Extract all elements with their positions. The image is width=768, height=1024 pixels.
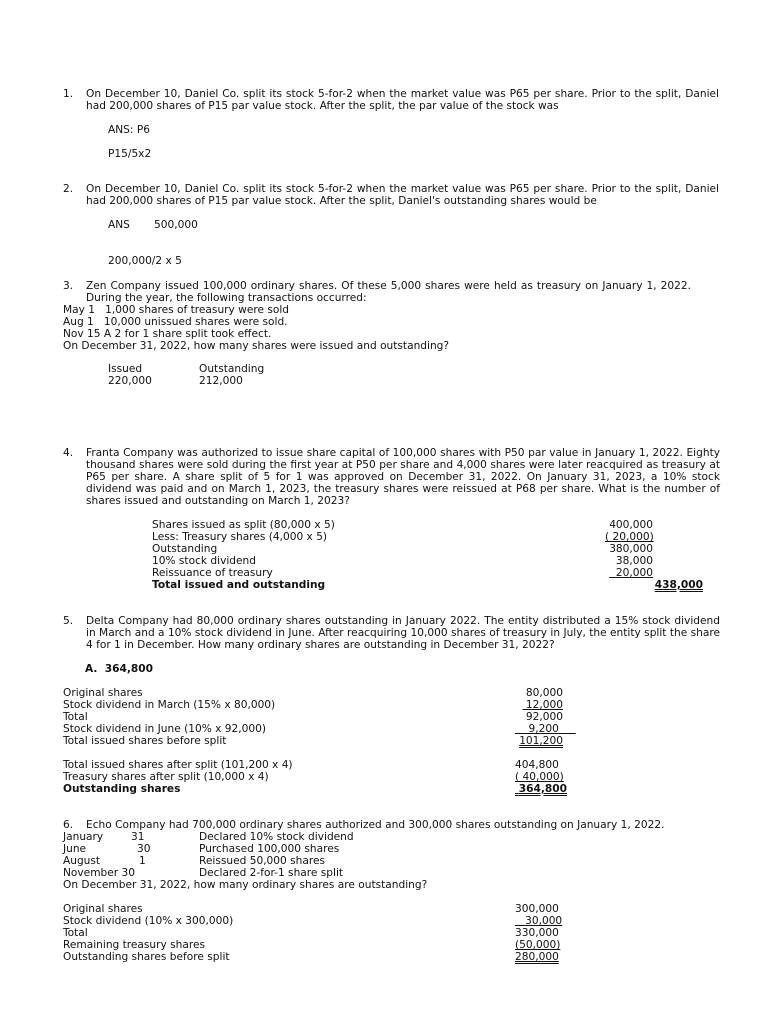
- q6-event-day: 1: [139, 855, 146, 867]
- q4-total-value: [560, 579, 703, 591]
- q4-total-value-text: 438,000: [654, 579, 703, 591]
- q6-event-month: August: [63, 855, 101, 867]
- q3-question: On December 31, 2022, how many shares were issued and outstanding?: [63, 340, 450, 352]
- q5-row-label: Stock dividend in March (15% x 80,000): [63, 699, 276, 711]
- q6-number: 6.: [63, 819, 74, 831]
- q6-event-day: 31: [131, 831, 145, 843]
- q6-row-value: [515, 915, 562, 927]
- q6-event-month: June: [63, 843, 87, 855]
- q3-issued-value: 220,000: [108, 375, 152, 387]
- q5-outstanding-label: Outstanding shares: [63, 783, 181, 795]
- q6-text: Echo Company had 700,000 ordinary shares authorized and 300,000 shares outstanding on January 1, 2022.: [86, 819, 665, 831]
- q6-row-value: 330,000: [515, 927, 559, 939]
- q3-col-issued-head: Issued: [108, 363, 143, 375]
- q6-event-desc: Declared 2-for-1 share split: [199, 867, 344, 879]
- q4-row-label: Less: Treasury shares (4,000 x 5): [152, 531, 328, 543]
- q5-row-label: Total issued shares after split (101,200 x 4): [63, 759, 293, 771]
- q5-row-value-text: 12,000: [525, 699, 563, 711]
- q6-question: On December 31, 2022, how many ordinary shares are outstanding?: [63, 879, 428, 891]
- q4-row-label: Outstanding: [152, 543, 218, 555]
- q2-text: On December 10, Daniel Co. split its stock 5-for-2 when the market value was P65 per share. Prior to the split, Daniel had 200,000 shares of P15 par value stock. After the split, Daniel's outstanding shares would be: [86, 183, 719, 207]
- q5-outstanding-value: [515, 783, 567, 795]
- q6-row-label: Stock dividend (10% x 300,000): [63, 915, 234, 927]
- q6-row-label: Original shares: [63, 903, 143, 915]
- q5-row-label: Original shares: [63, 687, 143, 699]
- q2-number: 2.: [63, 183, 74, 195]
- q1-answer: ANS: P6: [108, 124, 150, 136]
- q3-col-outstanding-head: Outstanding: [199, 363, 265, 375]
- q4-row-value-text: 20,000: [615, 567, 653, 579]
- q5-row-value: [470, 735, 563, 747]
- q3-line: Aug 1 10,000 unissued shares were sold.: [63, 316, 288, 328]
- q5-row-value: 92,000: [525, 711, 563, 723]
- q5-row-value-text: 101,200: [519, 735, 563, 747]
- q4-row-value: [560, 567, 653, 579]
- q5-row-value: ( 40,000): [515, 771, 564, 783]
- q5-row-value: [515, 723, 576, 735]
- q6-event-desc: Declared 10% stock dividend: [199, 831, 354, 843]
- q5-row-label: Total: [63, 711, 88, 723]
- q5-row-label: Total issued shares before split: [63, 735, 227, 747]
- q4-row-value: 380,000: [609, 543, 653, 555]
- q5-text: Delta Company had 80,000 ordinary shares outstanding in January 2022. The entity distributed a 15% stock dividend in March and a 10% stock dividend in June. After reacquiring 10,000 shares of treasury in July, the entity split the share 4 for 1 in December. How many ordinary shares are outstanding in December 31, 2022?: [86, 615, 720, 651]
- q1-number: 1.: [63, 88, 74, 100]
- q2-answer-label: ANS: [108, 219, 130, 231]
- q4-row-value: 400,000: [609, 519, 653, 531]
- q4-row-label: 10% stock dividend: [152, 555, 256, 567]
- q4-row-label: Shares issued as split (80,000 x 5): [152, 519, 335, 531]
- q6-row-value: (50,000): [515, 939, 561, 951]
- q3-outstanding-value: 212,000: [199, 375, 243, 387]
- q4-row-value: ( 20,000): [605, 531, 654, 543]
- q6-event-desc: Reissued 50,000 shares: [199, 855, 326, 867]
- q5-row-value: 404,800: [515, 759, 559, 771]
- q5-row-label: Treasury shares after split (10,000 x 4): [63, 771, 269, 783]
- q5-outstanding-value-text: 364,800: [518, 783, 567, 795]
- q3-line: May 1 1,000 shares of treasury were sold: [63, 304, 290, 316]
- q6-row-value-text: 30,000: [525, 915, 563, 927]
- q6-event-desc: Purchased 100,000 shares: [199, 843, 340, 855]
- q6-row-label: Total: [63, 927, 88, 939]
- q6-row-value: 280,000: [515, 951, 559, 963]
- q6-event-month: January: [63, 831, 104, 843]
- q5-row-value: 80,000: [525, 687, 563, 699]
- q4-row-value: 38,000: [615, 555, 653, 567]
- q6-row-value: 300,000: [515, 903, 559, 915]
- q2-work: 200,000/2 x 5: [108, 255, 182, 267]
- q5-row-value: [470, 699, 563, 711]
- q4-total-label: Total issued and outstanding: [152, 579, 326, 591]
- q3-number: 3.: [63, 280, 74, 292]
- q6-row-label: Outstanding shares before split: [63, 951, 230, 963]
- q5-row-value-text: 9,200: [528, 723, 559, 735]
- q1-work: P15/5x2: [108, 148, 152, 160]
- q3-text: Zen Company issued 100,000 ordinary shares. Of these 5,000 shares were held as treasury on January 1, 2022. During the year, the following transactions occurred:: [86, 280, 691, 304]
- q5-number: 5.: [63, 615, 74, 627]
- q2-answer-value: 500,000: [154, 219, 198, 231]
- q3-line: Nov 15 A 2 for 1 share split took effect.: [63, 328, 272, 340]
- q4-number: 4.: [63, 447, 74, 459]
- q6-event-day: 30: [137, 843, 151, 855]
- q6-event-month: November 30: [63, 867, 135, 879]
- q5-row-label: Stock dividend in June (10% x 92,000): [63, 723, 266, 735]
- q1-text: On December 10, Daniel Co. split its stock 5-for-2 when the market value was P65 per share. Prior to the split, Daniel had 200,000 shares of P15 par value stock. After the split, the par value of the stock was: [86, 88, 719, 112]
- q4-row-label: Reissuance of treasury: [152, 567, 273, 579]
- q5-answer: A. 364,800: [85, 663, 154, 675]
- q4-text: Franta Company was authorized to issue share capital of 100,000 shares with P50 par value in January 1, 2022. Eighty thousand shares were sold during the first year at P50 per share and 4,000 shares were later reacquired as treasury at P65 per share. A share split of 5 for 1 was approved on December 31, 2022. On January 31, 2023, a 10% stock dividend was paid and on March 1, 2023, the treasury shares were reissued at P68 per share. What is the number of shares issued and outstanding on March 1, 2023?: [86, 447, 720, 507]
- q6-row-label: Remaining treasury shares: [63, 939, 206, 951]
